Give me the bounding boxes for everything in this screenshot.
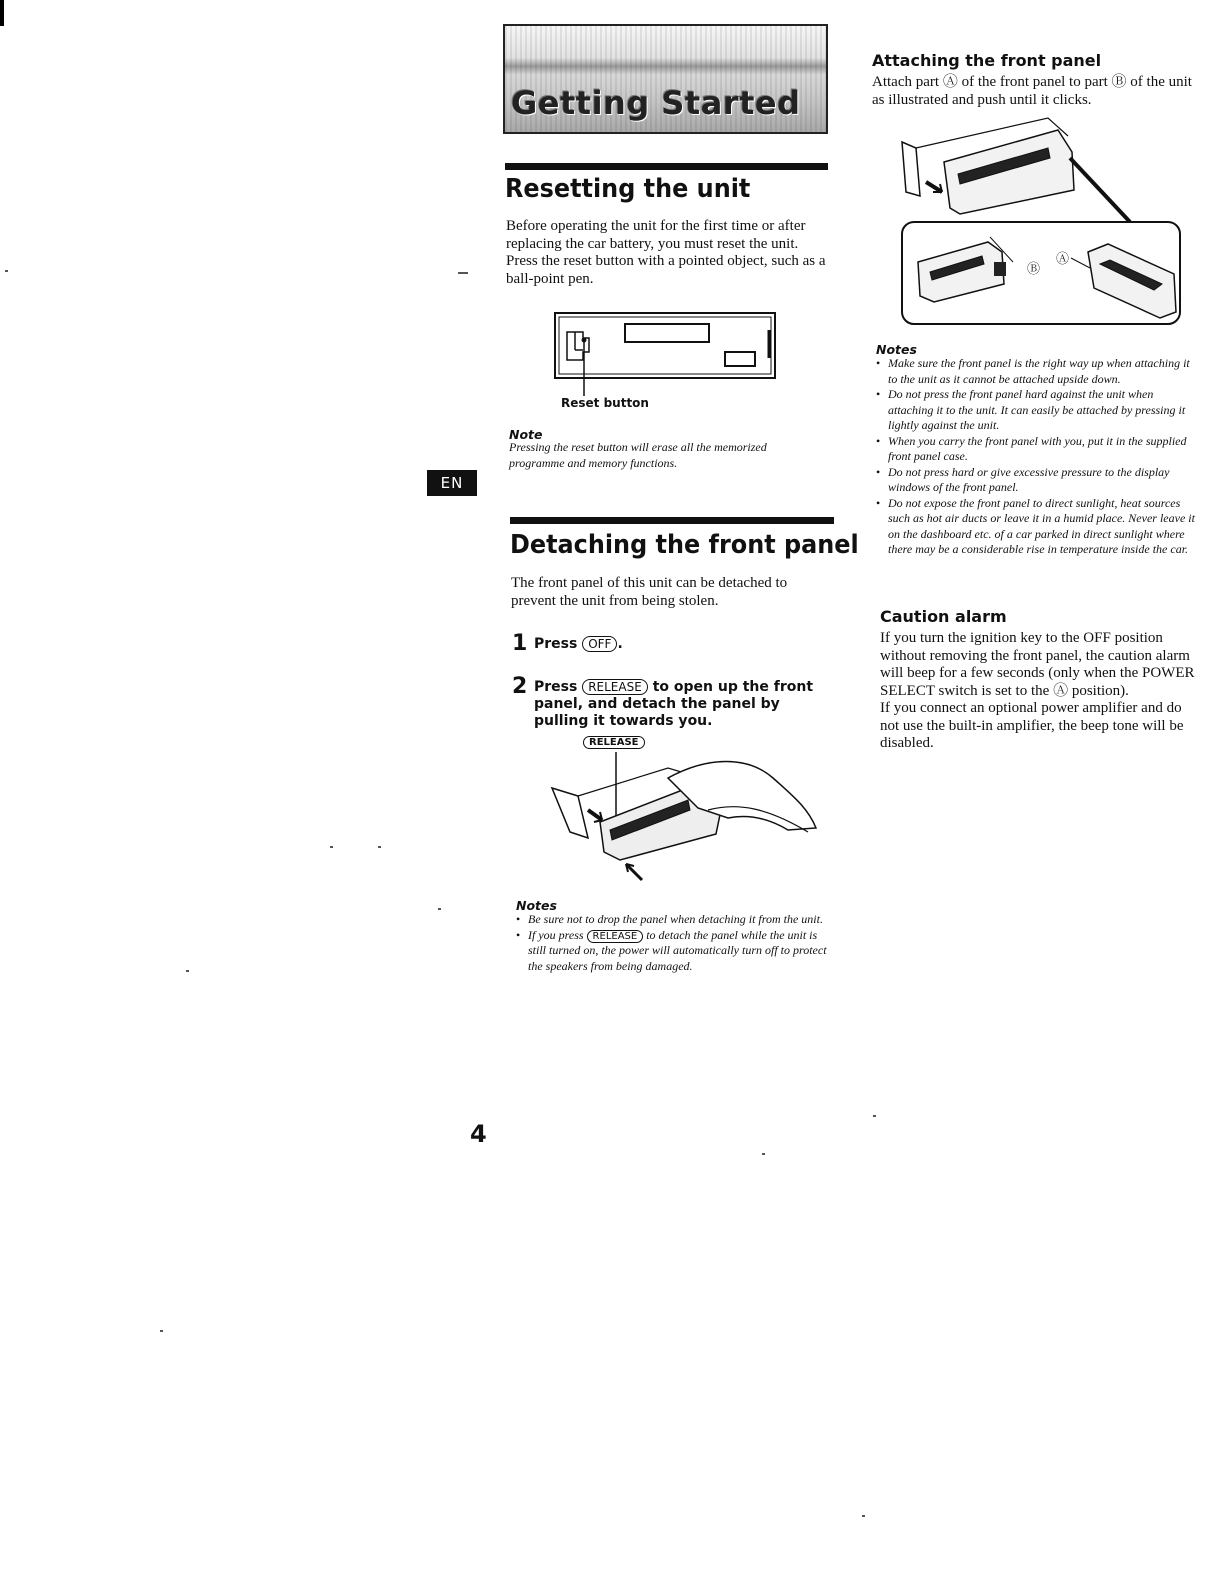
scan-speck	[378, 846, 381, 848]
step-1-press: Press	[534, 636, 578, 652]
mark-b: Ⓑ	[1111, 74, 1127, 90]
edge-mark	[0, 0, 4, 26]
caution-mark-a: Ⓐ	[1053, 682, 1069, 699]
note-2-pre: If you press	[528, 927, 584, 942]
caution-para1-post: position).	[1071, 682, 1129, 699]
attach-panel-figure	[898, 112, 1188, 330]
scan-speck	[762, 1153, 765, 1155]
reset-note-label: Note	[509, 427, 543, 442]
caution-para1-pre: If you turn the ignition key to the OFF position without removing the front panel, the caution alarm will beep for a few seconds (only when the POWER SELECT switch is set to the	[880, 630, 1195, 699]
note-2-post: to detach the panel while the unit is still turned on, the power will automatically turn off to protect the speakers from being damaged.	[528, 927, 827, 973]
release-key: RELEASE	[582, 679, 648, 695]
reset-button-figure	[553, 310, 778, 400]
step-1-number: 1	[512, 631, 528, 656]
caution-para2: If you connect an optional power amplifier and do not use the built-in amplifier, the beep tone will be disabled.	[880, 700, 1184, 751]
resetting-heading: Resetting the unit	[505, 174, 751, 204]
detach-panel-figure	[548, 748, 838, 888]
detach-note-2	[516, 928, 836, 975]
attach-note-2: • Do not press the front panel hard against the unit when attaching it to the unit. It can easily be attached by pressing it lightly against the unit.	[876, 387, 1198, 434]
detaching-intro: The front panel of this unit can be detached to prevent the unit from being stolen.	[511, 575, 788, 609]
step-1-text	[534, 636, 623, 653]
resetting-para1: Before operating the unit for the first time or after replacing the car battery, you must reset the unit.	[506, 218, 806, 252]
figure-mark-b: Ⓑ	[1027, 261, 1041, 276]
attach-note-4: • Do not press hard or give excessive pressure to the display windows of the front panel.	[876, 465, 1198, 496]
attach-notes-label: Notes	[876, 342, 917, 357]
scan-speck	[160, 1330, 163, 1332]
scan-speck	[862, 1515, 865, 1517]
mark-a: Ⓐ	[942, 74, 958, 90]
attaching-text-c: of the unit as illustrated and push until it clicks.	[872, 74, 1192, 108]
step-2-rest: to open up the front panel, and detach the panel by pulling it towards you.	[534, 679, 814, 729]
page-number: 4	[470, 1120, 487, 1148]
attach-note-1: • Make sure the front panel is the right way up when attaching it to the unit as it cannot be attached upside down.	[876, 356, 1198, 387]
attach-note-5: • Do not expose the front panel to direct sunlight, heat sources such as hot air ducts or leave it in a humid place. Never leave it on the dashboard etc. of a car parked in direct sunlight where there may be a considerable rise in temperature inside the car.	[876, 496, 1198, 558]
attach-note-3: • When you carry the front panel with you, put it in the supplied front panel case.	[876, 434, 1198, 465]
detach-note-1: • Be sure not to drop the panel when detaching it from the unit.	[516, 912, 836, 928]
step-2-number: 2	[512, 674, 528, 699]
step-2-text	[534, 679, 832, 730]
language-tab: EN	[427, 470, 477, 496]
step-1-end: .	[617, 636, 623, 652]
scan-speck	[873, 1115, 876, 1117]
note-release-key: RELEASE	[587, 930, 644, 943]
attaching-text-b: of the front panel to part	[961, 74, 1108, 90]
caution-para1	[880, 630, 1202, 700]
scan-speck	[438, 908, 441, 910]
attaching-text	[872, 74, 1192, 109]
section-banner	[503, 24, 828, 134]
section-rule	[510, 517, 834, 524]
section-rule	[505, 163, 828, 170]
scan-speck	[5, 270, 8, 272]
scan-speck	[330, 846, 333, 848]
banner-title: Getting Started	[511, 84, 801, 122]
figure-release-key: RELEASE	[583, 736, 645, 749]
step-2-press: Press	[534, 679, 578, 695]
attach-notes	[876, 356, 1198, 558]
caution-heading: Caution alarm	[880, 607, 1007, 626]
reset-note-text: Pressing the reset button will erase all the memorized programme and memory functions.	[509, 440, 767, 470]
attaching-text-a: Attach part	[872, 74, 940, 90]
caution-text	[880, 630, 1202, 753]
figure-mark-a: Ⓐ	[1056, 251, 1070, 266]
resetting-paragraph	[506, 218, 826, 288]
scan-speck	[458, 272, 468, 274]
detach-notes-label: Notes	[516, 898, 557, 913]
detach-notes	[516, 912, 836, 974]
reset-button-label: Reset button	[561, 396, 649, 410]
scan-speck	[186, 970, 189, 972]
detaching-heading: Detaching the front panel	[510, 530, 859, 560]
resetting-para2: Press the reset button with a pointed object, such as a ball-point pen.	[506, 253, 826, 287]
off-key: OFF	[582, 636, 617, 652]
attaching-heading: Attaching the front panel	[872, 51, 1102, 70]
